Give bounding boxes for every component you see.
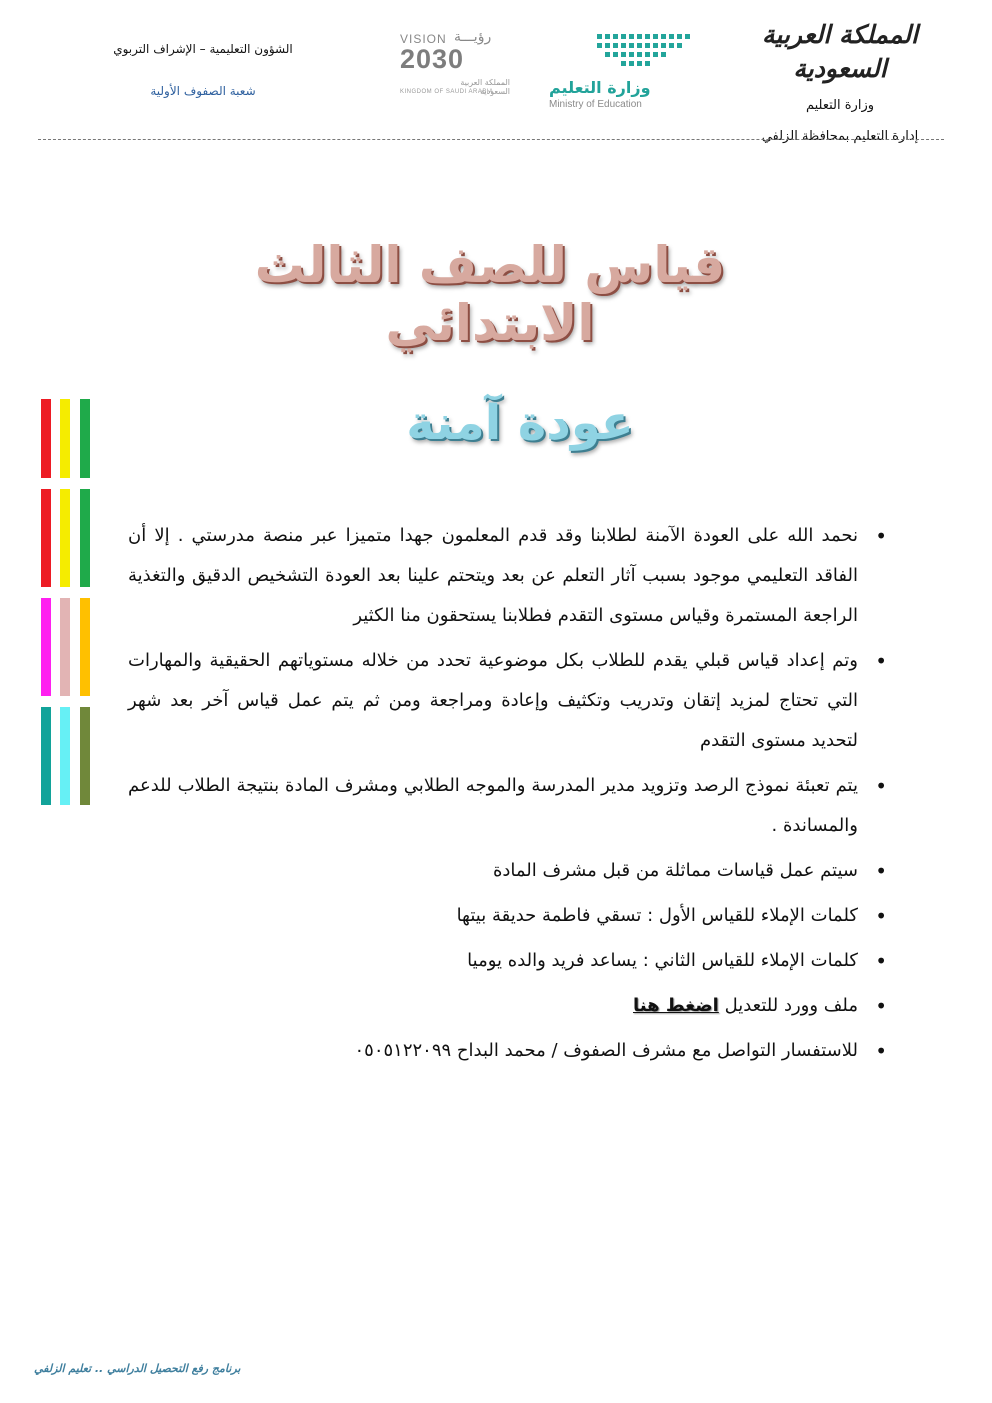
- decor-bar: [80, 707, 90, 805]
- bullet-item: • كلمات الإملاء للقياس الثاني : يساعد فريد والده يوميا: [128, 941, 858, 981]
- word-file-label: ملف وورد للتعديل: [724, 995, 858, 1016]
- bullet-item: • يتم تعبئة نموذج الرصد وتزويد مدير المدرسة والموجه الطلابي ومشرف المادة بنتيجة الطلاب للدعم والمساندة .: [128, 766, 858, 846]
- decor-bar: [41, 489, 51, 587]
- moe-dots-icon: [545, 32, 695, 76]
- bullet-item: • سيتم عمل قياسات مماثلة من قبل مشرف المادة: [128, 851, 858, 891]
- header-divider: [38, 139, 944, 140]
- bullet-item: • نحمد الله على العودة الآمنة لطلابنا وقد قدم المعلمون جهدا متميزا عبر منصة مدرستي . إلا أن الفاقد التعليمي موجود بسبب آثار التعلم عن بعد ويتحتم علينا بعد العودة التشخيص الدقيق والتغذية الراجعة المستمرة وقياس مستوى التقدم فطلابنا يستحقون منا الكثير: [128, 516, 858, 636]
- decor-bar: [60, 489, 70, 587]
- vision-kingdom-en: KINGDOM OF SAUDI ARABIA: [400, 89, 494, 95]
- bullet-item: • وتم إعداد قياس قبلي يقدم للطلاب بكل موضوعية تحدد من خلاله مستوياتهم الحقيقية والمهارات التي تحتاج لمزيد إتقان وتدريب وتكثيف وإعادة ومراجعة ومن ثم يتم عمل قياس آخر بعد شهر لتحديد مستوى التقدم: [128, 641, 858, 761]
- moe-arabic: وزارة التعليم: [549, 78, 651, 97]
- decor-bar: [60, 598, 70, 696]
- bullet-list: [128, 516, 888, 1071]
- kingdom-logo: المملكة العربية السعودية: [762, 20, 918, 83]
- decor-bar: [60, 399, 70, 478]
- bullet-item-word-file: [128, 986, 858, 1026]
- vision-kingdom-ar: المملكة العربية السعودية: [460, 78, 510, 96]
- decor-bar: [80, 598, 90, 696]
- vision-2030-logo: [398, 29, 510, 100]
- decor-bar: [41, 707, 51, 805]
- decor-bar: [41, 598, 51, 696]
- page-subtitle: عودة آمنة: [406, 395, 634, 451]
- header-right: [750, 18, 930, 144]
- decor-bar: [80, 489, 90, 587]
- vision-year: 2030: [400, 44, 465, 74]
- bullet-item-contact: • للاستفسار التواصل مع مشرف الصفوف / محمد البداح ٠٥٠٥١٢٢٠٩٩: [128, 1031, 858, 1071]
- decor-bar: [80, 399, 90, 478]
- press-here-link[interactable]: اضغط هنا: [632, 995, 719, 1016]
- bullet-content: [128, 516, 888, 1076]
- division-label: شعبة الصفوف الأولية: [150, 84, 256, 98]
- ministry-label: وزارة التعليم: [805, 98, 875, 113]
- decor-bar: [41, 399, 51, 478]
- page-title: قياس للصف الثالث الابتدائي: [254, 236, 726, 352]
- moe-logo: [545, 32, 695, 114]
- department-label: إدارة التعليم بمحافظة الزلفي: [761, 129, 919, 144]
- vision-arabic-word: رؤيـــة: [454, 29, 492, 45]
- affairs-label: الشؤون التعليمية – الإشراف التربوي: [113, 42, 293, 56]
- moe-english: Ministry of Education: [549, 99, 642, 110]
- vision-word: VISION: [400, 32, 447, 46]
- bullet-item: • كلمات الإملاء للقياس الأول : تسقي فاطمة حديقة بيتها: [128, 896, 858, 936]
- header-left: [98, 42, 308, 98]
- footer-program-label: برنامج رفع التحصيل الدراسي .. تعليم الزلفي: [34, 1362, 241, 1375]
- decor-bar: [60, 707, 70, 805]
